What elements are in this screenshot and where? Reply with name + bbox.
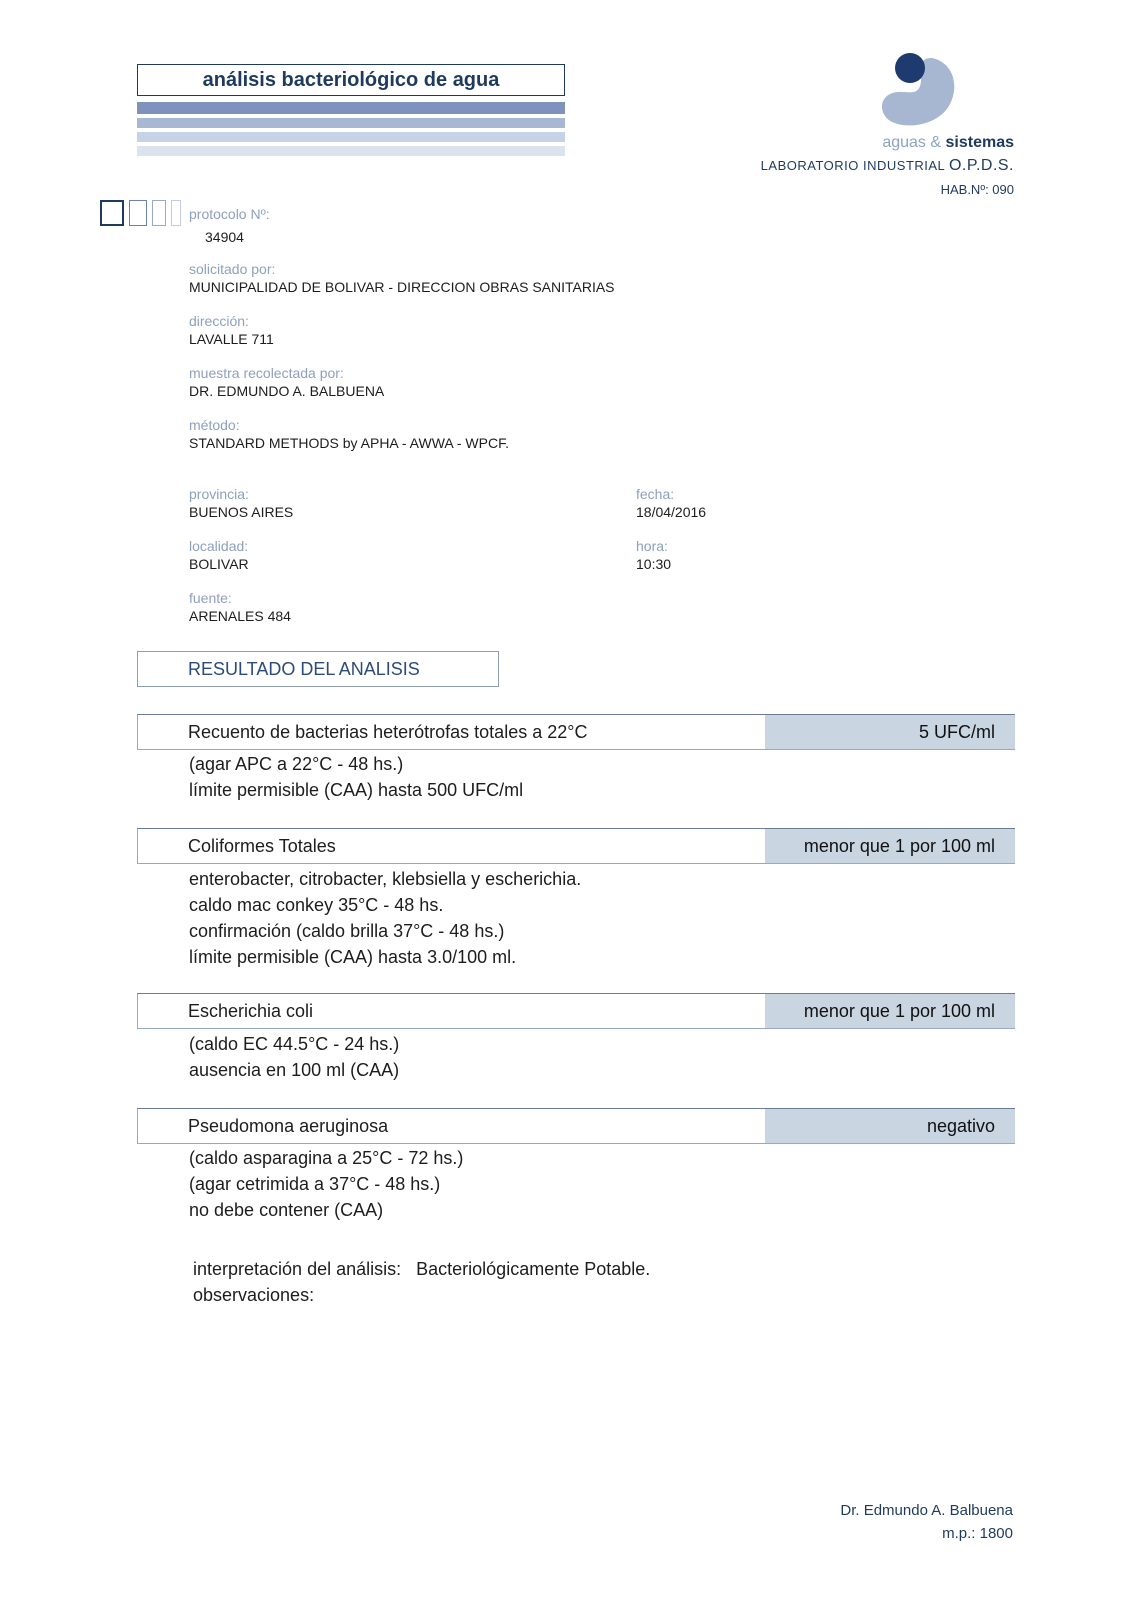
interpretation — [193, 1256, 650, 1282]
result-row — [137, 714, 1015, 750]
localidad-value: BOLIVAR — [189, 556, 249, 572]
solicitado-value: MUNICIPALIDAD DE BOLIVAR - DIRECCION OBRAS SANITARIAS — [189, 279, 615, 295]
hora-label: hora: — [636, 538, 668, 554]
protocolo-label: protocolo Nº: — [189, 206, 270, 222]
result-desc-line: límite permisible (CAA) hasta 500 UFC/ml — [189, 780, 524, 800]
result-value: negativo — [765, 1109, 1015, 1143]
hab-number: HAB.Nº: 090 — [940, 182, 1014, 197]
header-stripe-1 — [137, 102, 565, 114]
decor-square-1 — [100, 200, 124, 226]
direccion-label: dirección: — [189, 313, 249, 329]
localidad-label: localidad: — [189, 538, 249, 554]
protocolo-value: 34904 — [205, 229, 244, 245]
result-name: Pseudomona aeruginosa — [188, 1115, 389, 1136]
result-desc-line: (caldo asparagina a 25°C - 72 hs.) — [189, 1148, 464, 1168]
document-title: análisis bacteriológico de agua — [137, 64, 565, 96]
fecha-label: fecha: — [636, 486, 675, 502]
result-desc-line: (agar APC a 22°C - 48 hs.) — [189, 754, 404, 774]
fuente-value: ARENALES 484 — [189, 608, 291, 624]
fecha-value: 18/04/2016 — [636, 504, 707, 520]
result-desc-line: (caldo EC 44.5°C - 24 hs.) — [189, 1034, 400, 1054]
result-desc-line: confirmación (caldo brilla 37°C - 48 hs.) — [189, 921, 505, 941]
result-desc-line: enterobacter, citrobacter, klebsiella y escherichia. — [189, 869, 582, 889]
result-name: Recuento de bacterias heterótrofas totales a 22°C — [188, 721, 588, 742]
result-desc-line: no debe contener (CAA) — [189, 1200, 384, 1220]
metodo-label: método: — [189, 417, 240, 433]
muestra-label: muestra recolectada por: — [189, 365, 344, 381]
fuente-label: fuente: — [189, 590, 232, 606]
header-stripe-3 — [137, 132, 565, 142]
observations-label: observaciones: — [193, 1285, 315, 1305]
result-row — [137, 1108, 1015, 1144]
interpretation-label: interpretación del análisis: — [193, 1259, 402, 1279]
interpretation-value: Bacteriológicamente Potable. — [416, 1259, 651, 1279]
company-logo-icon — [880, 48, 960, 134]
provincia-label: provincia: — [189, 486, 249, 502]
provincia-value: BUENOS AIRES — [189, 504, 294, 520]
signature-name: Dr. Edmundo A. Balbuena — [840, 1502, 1013, 1519]
lab-name: LABORATORIO INDUSTRIAL O.P.D.S. — [760, 157, 1014, 174]
muestra-value: DR. EDMUNDO A. BALBUENA — [189, 383, 385, 399]
signature-mp: m.p.: 1800 — [942, 1525, 1013, 1542]
result-name: Coliformes Totales — [188, 835, 336, 856]
result-value: menor que 1 por 100 ml — [765, 994, 1015, 1028]
header-stripe-4 — [137, 146, 565, 156]
result-row — [137, 993, 1015, 1029]
result-desc-line: (agar cetrimida a 37°C - 48 hs.) — [189, 1174, 441, 1194]
result-desc-line: ausencia en 100 ml (CAA) — [189, 1060, 400, 1080]
metodo-value: STANDARD METHODS by APHA - AWWA - WPCF. — [189, 435, 509, 451]
result-desc-line: límite permisible (CAA) hasta 3.0/100 ml. — [189, 947, 517, 967]
result-row — [137, 828, 1015, 864]
decor-square-3 — [152, 200, 166, 226]
result-value: menor que 1 por 100 ml — [765, 829, 1015, 863]
header-stripe-2 — [137, 118, 565, 128]
solicitado-label: solicitado por: — [189, 261, 276, 277]
result-name: Escherichia coli — [188, 1000, 314, 1021]
direccion-value: LAVALLE 711 — [189, 331, 274, 347]
decor-square-4 — [171, 200, 181, 226]
hora-value: 10:30 — [636, 556, 672, 572]
results-title: RESULTADO DEL ANALISIS — [137, 651, 499, 687]
brand-name: aguas & sistemas — [882, 134, 1014, 151]
result-value: 5 UFC/ml — [765, 715, 1015, 749]
decor-square-2 — [129, 200, 147, 226]
result-desc-line: caldo mac conkey 35°C - 48 hs. — [189, 895, 444, 915]
